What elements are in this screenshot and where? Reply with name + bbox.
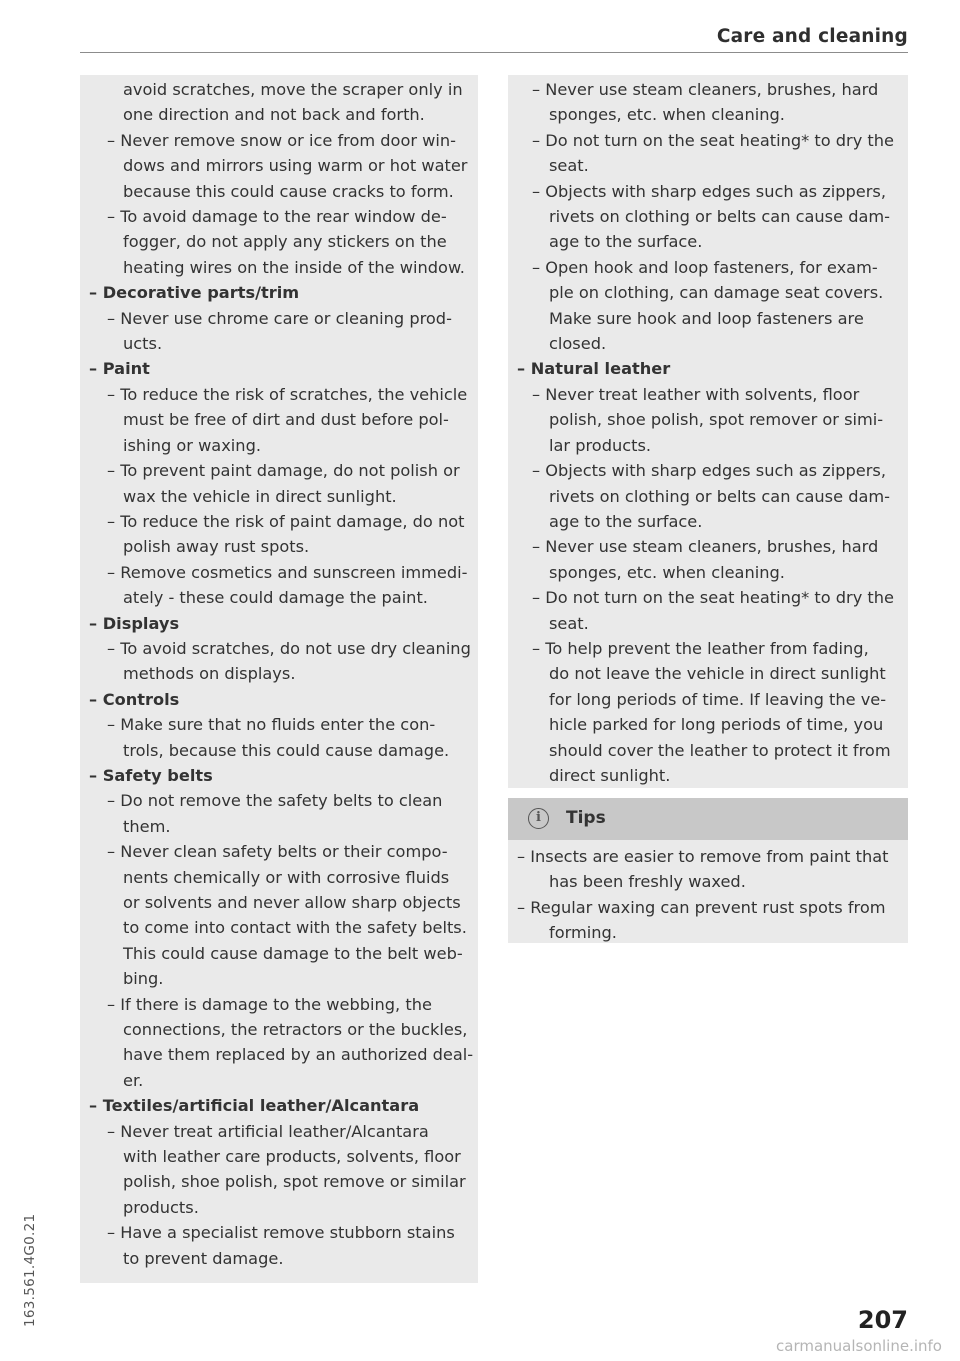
text-line: – Safety belts xyxy=(89,765,213,785)
text-line: – Paint xyxy=(89,359,150,379)
text-line: – To avoid scratches, do not use dry cleaning xyxy=(107,638,471,658)
text-line: rivets on clothing or belts can cause dam- xyxy=(549,207,891,227)
text-line: – Never treat leather with solvents, floor xyxy=(532,384,860,404)
text-line: Make sure hook and loop fasteners are xyxy=(549,308,864,328)
text-line: ple on clothing, can damage seat covers. xyxy=(549,283,884,303)
text-line: age to the surface. xyxy=(549,511,703,531)
tip-line: – Insects are easier to remove from paint that xyxy=(517,847,889,866)
right-column-panel xyxy=(508,75,908,788)
header-rule xyxy=(80,52,908,53)
text-line: bing. xyxy=(123,969,164,989)
text-line: closed. xyxy=(549,334,607,354)
text-line: trols, because this could cause damage. xyxy=(123,740,450,760)
tip-line: forming. xyxy=(549,923,617,943)
text-line: – Never remove snow or ice from door win- xyxy=(107,130,456,150)
text-line: hicle parked for long periods of time, you xyxy=(549,715,884,735)
text-line: ucts. xyxy=(123,334,163,354)
text-line: seat. xyxy=(549,613,589,633)
text-line: ishing or waxing. xyxy=(123,435,261,455)
text-line: sponges, etc. when cleaning. xyxy=(549,562,785,582)
tips-body xyxy=(508,840,908,946)
text-line: sponges, etc. when cleaning. xyxy=(549,105,785,125)
text-line: – Natural leather xyxy=(517,359,671,379)
text-line: seat. xyxy=(549,156,589,176)
text-line: polish away rust spots. xyxy=(123,537,310,557)
text-line: – Decorative parts/trim xyxy=(89,283,300,303)
page-number: 207 xyxy=(857,1306,908,1334)
tips-box xyxy=(508,798,908,943)
text-line: connections, the retractors or the buckles, xyxy=(123,1020,468,1040)
info-icon: i xyxy=(528,808,549,829)
text-line: must be free of dirt and dust before pol- xyxy=(123,410,449,430)
left-column-panel xyxy=(80,75,478,1283)
watermark: carmanualsonline.info xyxy=(776,1337,942,1355)
text-line: – Make sure that no fluids enter the con- xyxy=(107,715,436,735)
text-line: – Never treat artificial leather/Alcantara xyxy=(107,1121,429,1141)
tips-label: Tips xyxy=(566,808,606,828)
text-line: lar products. xyxy=(549,435,652,455)
text-line: – Never use steam cleaners, brushes, hard xyxy=(532,80,879,99)
text-line: – Do not turn on the seat heating* to dry the xyxy=(532,130,894,150)
text-line: to prevent damage. xyxy=(123,1248,284,1268)
text-line: – To reduce the risk of scratches, the vehicle xyxy=(107,384,468,404)
text-line: – Remove cosmetics and sunscreen immedi- xyxy=(107,562,468,582)
text-line: – Never use steam cleaners, brushes, hard xyxy=(532,537,879,557)
text-line: do not leave the vehicle in direct sunlight xyxy=(549,664,886,684)
text-line: – To avoid damage to the rear window de- xyxy=(107,207,447,227)
text-line: fogger, do not apply any stickers on the xyxy=(123,232,447,252)
text-line: – Never use chrome care or cleaning prod- xyxy=(107,308,452,328)
tips-header xyxy=(508,798,908,840)
text-line: or solvents and never allow sharp objects xyxy=(123,893,461,912)
text-line: – Do not turn on the seat heating* to dry the xyxy=(532,588,894,608)
text-line: er. xyxy=(123,1070,144,1090)
text-line: polish, shoe polish, spot remover or simi- xyxy=(549,410,884,430)
text-line: to come into contact with the safety belts. xyxy=(123,918,467,938)
document-code: 163.561.4G0.21 xyxy=(22,1213,38,1327)
text-line: because this could cause cracks to form. xyxy=(123,181,454,201)
text-line: – To reduce the risk of paint damage, do not xyxy=(107,511,465,531)
text-line: – Objects with sharp edges such as zippers, xyxy=(532,461,886,481)
text-line: methods on displays. xyxy=(123,664,296,684)
text-line: – Do not remove the safety belts to clean xyxy=(107,791,443,811)
text-line: – Textiles/artificial leather/Alcantara xyxy=(89,1096,420,1116)
tip-line: – Regular waxing can prevent rust spots from xyxy=(517,897,886,917)
running-header-title: Care and cleaning xyxy=(716,26,908,47)
text-line: rivets on clothing or belts can cause dam- xyxy=(549,486,891,506)
tip-line: has been freshly waxed. xyxy=(549,872,746,892)
text-line: – Never clean safety belts or their compo- xyxy=(107,842,448,862)
text-line: products. xyxy=(123,1197,199,1217)
text-line: should cover the leather to protect it from xyxy=(549,740,891,760)
text-line: – Have a specialist remove stubborn stains xyxy=(107,1223,455,1243)
text-line: them. xyxy=(123,816,171,836)
text-line: have them replaced by an authorized deal- xyxy=(123,1045,474,1065)
text-line: – Objects with sharp edges such as zippers, xyxy=(532,181,886,201)
text-line: with leather care products, solvents, floor xyxy=(123,1147,461,1167)
text-line: – If there is damage to the webbing, the xyxy=(107,994,432,1014)
text-line: avoid scratches, move the scraper only in xyxy=(123,80,463,99)
text-line: one direction and not back and forth. xyxy=(123,105,425,125)
text-line: direct sunlight. xyxy=(549,765,671,785)
text-line: polish, shoe polish, spot remove or similar xyxy=(123,1172,466,1192)
text-line: – Controls xyxy=(89,689,180,709)
text-line: heating wires on the inside of the window. xyxy=(123,257,465,277)
text-line: dows and mirrors using warm or hot water xyxy=(123,156,468,176)
text-line: – To prevent paint damage, do not polish or xyxy=(107,461,460,481)
text-line: – Open hook and loop fasteners, for exam- xyxy=(532,257,878,277)
text-line: ately - these could damage the paint. xyxy=(123,588,428,608)
text-line: nents chemically or with corrosive fluids xyxy=(123,867,450,887)
text-line: for long periods of time. If leaving the ve- xyxy=(549,689,887,709)
text-line: – Displays xyxy=(89,613,180,633)
text-line: This could cause damage to the belt web- xyxy=(123,943,463,963)
text-line: – To help prevent the leather from fading, xyxy=(532,638,869,658)
text-line: age to the surface. xyxy=(549,232,703,252)
text-line: wax the vehicle in direct sunlight. xyxy=(123,486,397,506)
